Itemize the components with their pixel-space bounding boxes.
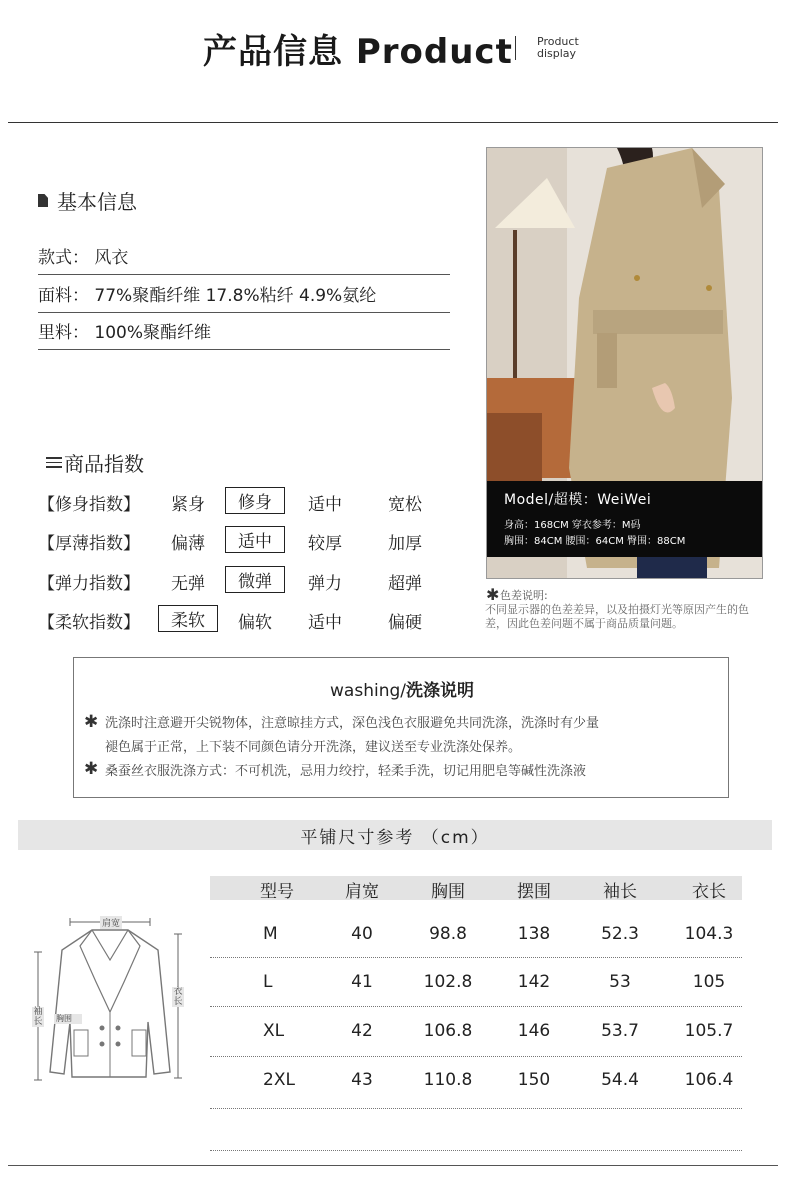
asterisk-icon: ✱ [84, 712, 99, 732]
index-option: 适中 [308, 613, 342, 633]
title-divider [515, 36, 516, 60]
index-option-selected: 微弹 [225, 566, 285, 593]
washing-line-3: 桑蚕丝衣服洗涤方式：不可机洗，忌用力绞拧，轻柔手洗，切记用肥皂等碱性洗涤液 [105, 764, 587, 779]
size-column-header: 衣长 [692, 882, 726, 902]
diagram-label-sleeve: 袖长 [33, 1007, 43, 1027]
washing-title-cn: 洗涤说明 [405, 681, 474, 701]
index-option: 偏软 [238, 613, 272, 633]
size-value: 42 [351, 1021, 373, 1041]
page-title: 产品信息 Product [203, 32, 513, 72]
model-photo [486, 147, 763, 579]
size-value: 150 [517, 1070, 551, 1090]
list-icon [46, 454, 62, 471]
size-table-header [210, 876, 742, 900]
diagram-label-chest: 胸围 [56, 1014, 72, 1023]
size-value: 110.8 [423, 1070, 473, 1090]
index-option: 较厚 [308, 534, 342, 554]
info-row-style: 款式： 风衣 [38, 243, 450, 275]
size-value: 41 [351, 972, 373, 992]
size-column-header: 袖长 [603, 882, 637, 902]
size-value: 40 [351, 924, 373, 944]
jacket-diagram [20, 912, 200, 1092]
index-option: 无弹 [171, 574, 205, 594]
index-option-selected: 修身 [225, 487, 285, 514]
row-divider [210, 1006, 742, 1007]
size-value: 52.3 [601, 924, 639, 944]
index-row-label: 【修身指数】 [38, 495, 140, 515]
index-option: 偏硬 [388, 613, 422, 633]
size-value: 104.3 [684, 924, 734, 944]
row-divider [210, 1150, 742, 1151]
info-row-lining: 里料： 100%聚酯纤维 [38, 318, 450, 350]
size-label: L [263, 972, 273, 992]
asterisk-icon: ✱ [84, 759, 99, 779]
index-row [38, 490, 458, 520]
size-value: 106.8 [423, 1021, 473, 1041]
size-value: 98.8 [429, 924, 467, 944]
size-column-header: 肩宽 [345, 882, 379, 902]
index-heading [46, 448, 144, 477]
model-name: Model/超模：WeiWei [504, 492, 652, 508]
size-value: 106.4 [684, 1070, 734, 1090]
model-measure-1: 身高：168CM 穿衣参考：M码 [504, 520, 641, 531]
size-value: 53.7 [601, 1021, 639, 1041]
size-value: 105 [692, 972, 726, 992]
model-info-box [487, 481, 762, 557]
index-option: 加厚 [388, 534, 422, 554]
bottom-rule [8, 1165, 778, 1166]
index-option-selected: 柔软 [158, 605, 218, 632]
size-value: 146 [517, 1021, 551, 1041]
model-measure-2: 胸围：84CM 腰围：64CM 臀围：88CM [504, 536, 686, 547]
color-note-text: 不同显示器的色差差异，以及拍摄灯光等原因产生的色差，因此色差问题不属于商品质量问题。 [485, 603, 749, 630]
index-option: 宽松 [388, 495, 422, 515]
washing-line-2: 褪色属于正常，上下装不同颜色请分开洗涤，建议送至专业洗涤处保养。 [105, 740, 522, 755]
row-divider [210, 1056, 742, 1057]
title-subtext [537, 36, 579, 60]
title-subtext-line2: display [537, 47, 577, 60]
diagram-label-shoulder: 肩宽 [100, 916, 122, 929]
basic-info-heading-text: 基本信息 [57, 190, 137, 214]
diagram-label-length: 衣长 [173, 987, 183, 1007]
size-label: M [263, 924, 278, 944]
index-option: 超弹 [388, 574, 422, 594]
size-column-header: 型号 [260, 882, 294, 902]
index-row-label: 【弹力指数】 [38, 574, 140, 594]
size-value: 53 [609, 972, 631, 992]
size-value: 142 [517, 972, 551, 992]
size-value: 102.8 [423, 972, 473, 992]
index-option: 弹力 [308, 574, 342, 594]
index-heading-text: 商品指数 [64, 452, 144, 476]
index-option-selected: 适中 [225, 526, 285, 553]
size-value: 43 [351, 1070, 373, 1090]
washing-box [73, 657, 729, 798]
size-label: XL [263, 1021, 285, 1041]
index-option: 偏薄 [171, 534, 205, 554]
title-subtext-line1: Product [537, 35, 579, 48]
size-value: 138 [517, 924, 551, 944]
index-row [38, 569, 458, 599]
index-row-label: 【厚薄指数】 [38, 534, 140, 554]
asterisk-icon: ✱ [486, 585, 500, 604]
color-note-title: 色差说明: [500, 589, 548, 602]
index-option: 紧身 [171, 495, 205, 515]
washing-title-en: washing/ [330, 681, 406, 701]
size-column-header: 摆围 [517, 882, 551, 902]
index-option: 适中 [308, 495, 342, 515]
size-value: 54.4 [601, 1070, 639, 1090]
size-band-title: 平铺尺寸参考 （cm） [300, 828, 490, 848]
size-column-header: 胸围 [431, 882, 465, 902]
index-row [38, 608, 458, 638]
row-divider [210, 1108, 742, 1109]
document-icon [38, 194, 48, 207]
size-value: 105.7 [684, 1021, 734, 1041]
index-row [38, 529, 458, 559]
size-label: 2XL [263, 1070, 295, 1090]
washing-title [74, 676, 730, 701]
header-rule [8, 122, 778, 123]
size-band [18, 820, 772, 850]
row-divider [210, 957, 742, 958]
basic-info-heading [38, 186, 137, 215]
washing-line-1: 洗涤时注意避开尖锐物体，注意晾挂方式，深色浅色衣服避免共同洗涤，洗涤时有少量 [105, 716, 600, 731]
info-row-fabric: 面料： 77%聚酯纤维 17.8%粘纤 4.9%氨纶 [38, 281, 450, 313]
index-row-label: 【柔软指数】 [38, 613, 140, 633]
